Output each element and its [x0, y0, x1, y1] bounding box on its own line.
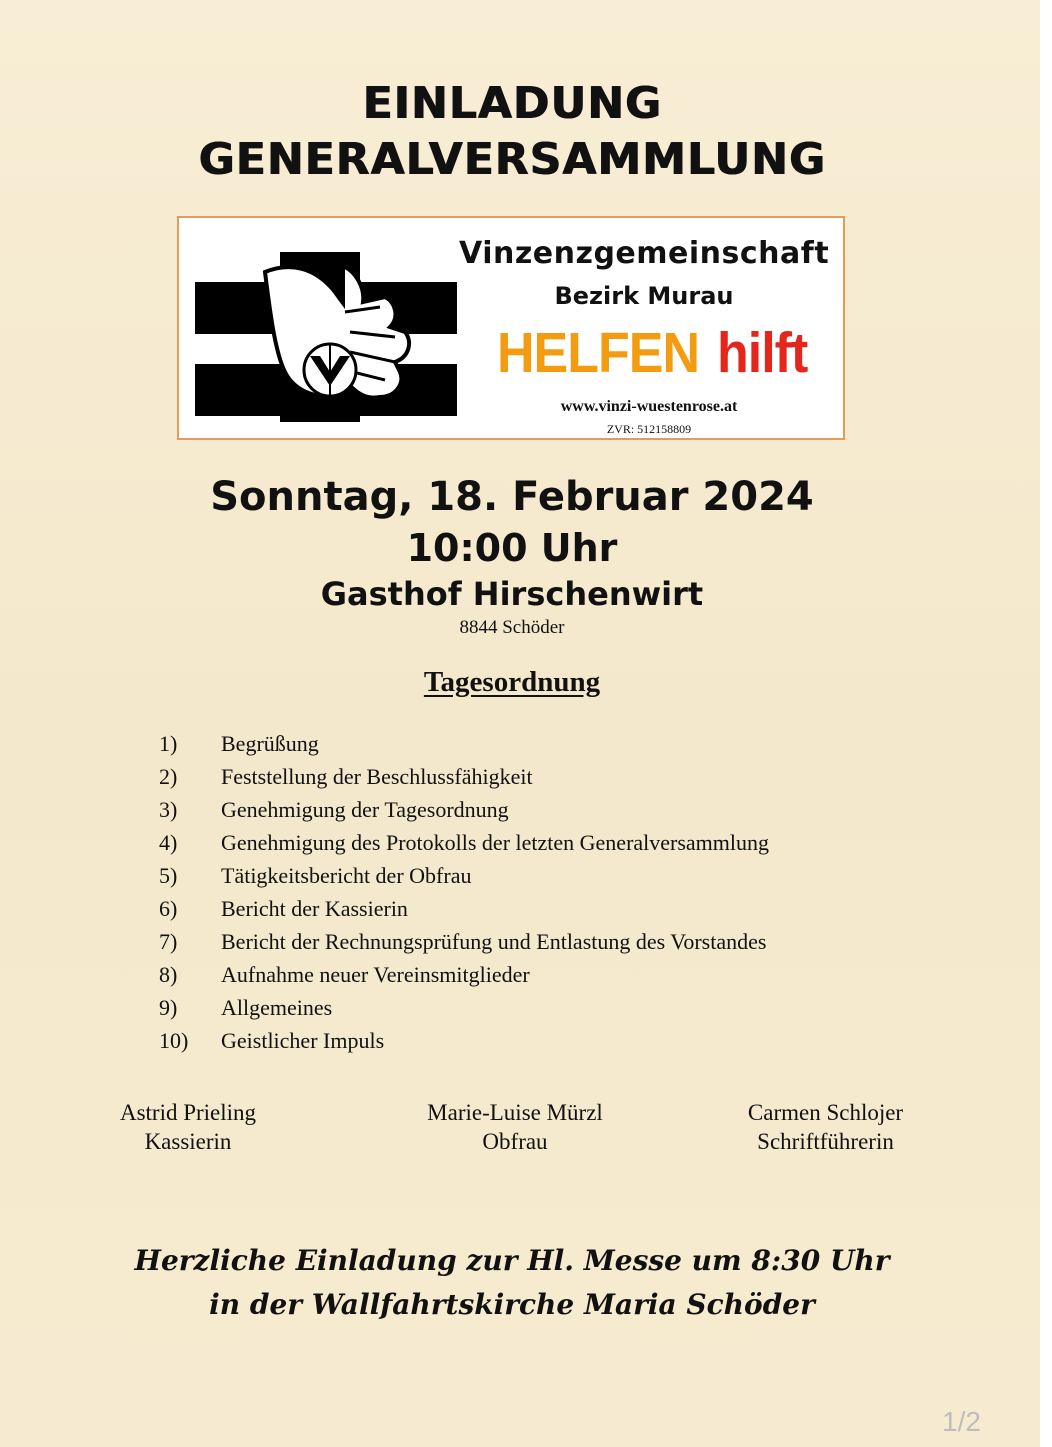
- agenda-item: [159, 859, 879, 892]
- agenda-heading: [0, 666, 1024, 699]
- agenda-item-text: Aufnahme neuer Vereinsmitglieder: [221, 961, 530, 987]
- agenda-item-number: 1): [159, 730, 178, 756]
- agenda-item-text: Genehmigung des Protokolls der letzten Generalversammlung: [221, 829, 770, 855]
- agenda-item-text: Bericht der Kassierin: [221, 895, 408, 921]
- event-date: Sonntag, 18. Februar 2024: [210, 474, 814, 520]
- slogan: [497, 321, 807, 386]
- agenda-heading-text: Tagesordnung: [423, 666, 601, 698]
- agenda-item-text: Begrüßung: [221, 730, 319, 756]
- agenda-item: [159, 760, 879, 793]
- agenda-item-number: 2): [159, 763, 178, 789]
- signatory-name: Astrid Prieling: [119, 1100, 257, 1125]
- agenda-item-number: 6): [159, 895, 178, 921]
- agenda-item: [159, 1024, 879, 1057]
- agenda-item-number: 8): [159, 961, 178, 987]
- agenda-item-text: Geistlicher Impuls: [221, 1027, 385, 1053]
- closing-line-1: Herzliche Einladung zur Hl. Messe um 8:30 Uhr: [134, 1244, 890, 1277]
- agenda-item: [159, 826, 879, 859]
- agenda-item: [159, 892, 879, 925]
- signatory-role: Schriftführerin: [757, 1129, 894, 1154]
- agenda-list: [159, 727, 879, 1057]
- agenda-item: [159, 793, 879, 826]
- title-line-2: GENERALVERSAMMLUNG: [198, 134, 826, 185]
- slogan-word-hilft: hilft: [717, 322, 808, 385]
- agenda-item-text: Feststellung der Beschlussfähigkeit: [221, 763, 533, 789]
- signatory-role: Obfrau: [482, 1129, 548, 1154]
- page-indicator: 1/2: [942, 1406, 981, 1437]
- closing-line-2: in der Wallfahrtskirche Maria Schöder: [209, 1288, 815, 1321]
- signatory-role: Kassierin: [144, 1129, 232, 1154]
- agenda-item-text: Allgemeines: [221, 994, 333, 1020]
- website-url: www.vinzi-wuestenrose.at: [560, 398, 738, 415]
- slogan-word-helfen: HELFEN: [497, 322, 699, 385]
- agenda-item-text: Genehmigung der Tagesordnung: [221, 796, 509, 822]
- signatory-name: Carmen Schlojer: [747, 1100, 904, 1125]
- agenda-item-text: Bericht der Rechnungsprüfung und Entlastung des Vorstandes: [221, 928, 767, 954]
- agenda-item-number: 10): [159, 1027, 189, 1053]
- org-name: Vinzenzgemeinschaft: [459, 236, 830, 271]
- signatory-secretary: [718, 1098, 933, 1156]
- agenda-item-number: 7): [159, 928, 178, 954]
- agenda-item-text: Tätigkeitsbericht der Obfrau: [221, 862, 472, 888]
- event-time: 10:00 Uhr: [406, 526, 618, 570]
- agenda-item-number: 5): [159, 862, 178, 888]
- org-district: Bezirk Murau: [554, 282, 734, 310]
- agenda-item-number: 3): [159, 796, 178, 822]
- title-line-1: EINLADUNG: [362, 78, 662, 129]
- event-address: 8844 Schöder: [459, 617, 565, 638]
- signatory-name: Marie-Luise Mürzl: [427, 1100, 603, 1125]
- logo-banner: [177, 216, 845, 440]
- viewer-edge: [1040, 0, 1052, 1447]
- event-venue: Gasthof Hirschenwirt: [320, 575, 704, 613]
- agenda-item-number: 4): [159, 829, 178, 855]
- agenda-item-number: 9): [159, 994, 178, 1020]
- signatory-chair: [410, 1098, 620, 1156]
- agenda-item: [159, 727, 879, 760]
- signatory-treasurer: [88, 1098, 288, 1156]
- cross-hands-logo-icon: [195, 252, 457, 422]
- agenda-item: [159, 925, 879, 958]
- agenda-item: [159, 991, 879, 1024]
- agenda-item: [159, 958, 879, 991]
- zvr-number: ZVR: 512158809: [606, 422, 692, 436]
